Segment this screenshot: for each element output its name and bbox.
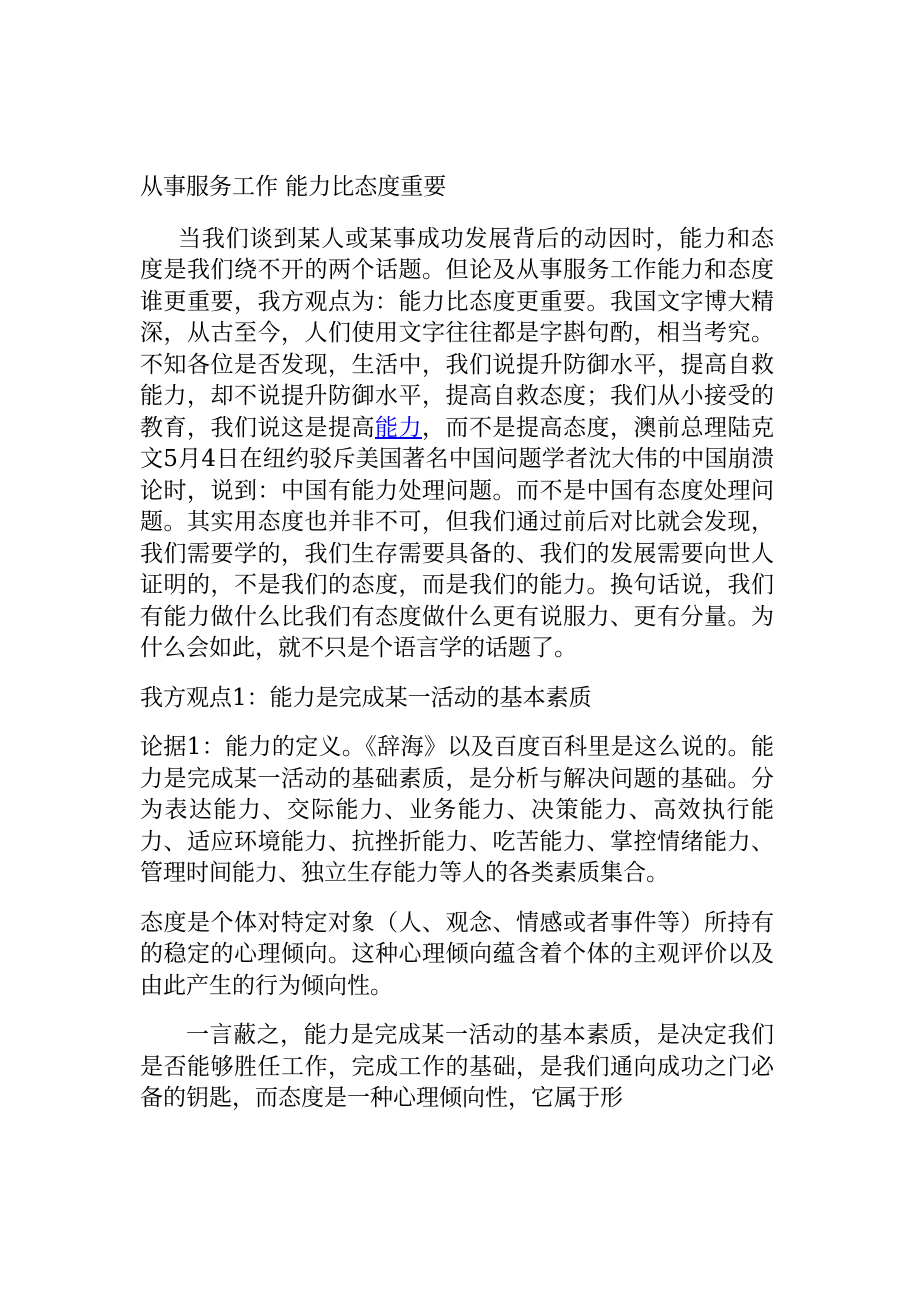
document-title: 从事服务工作 能力比态度重要 — [140, 174, 447, 200]
intro-paragraph — [140, 224, 774, 665]
point-1-heading: 我方观点1：能力是完成某一活动的基本素质 — [140, 684, 592, 711]
attitude-definition-paragraph: 态度是个体对特定对象（人、观念、情感或者事件等）所持有的稳定的心理倾向。这种心理倾向蕴含着个体的主观评价以及由此产生的行为倾向性。 — [140, 909, 774, 999]
intro-text-2: ，而不是提高态度，澳前总理陆克文5月4日在纽约驳斥美国著名中国问题学者沈大伟的中国崩溃论时，说到：中国有能力处理问题。而不是中国有态度处理问题。其实用态度也并非不可，但我们通过前后对比就会发现，我们需要学的，我们生存需要具备的、我们的发展需要向世人证明的，不是我们的态度，而是我们的能力。换句话说，我们有能力做什么比我们有态度做什么更有说服力、更有分量。为什么会如此，就不只是个语言学的话题了。 — [140, 414, 774, 661]
intro-text-1: 当我们谈到某人或某事成功发展背后的动因时，能力和态度是我们绕不开的两个话题。但论及从事服务工作能力和态度谁更重要，我方观点为：能力比态度更重要。我国文字博大精深，从古至今，人们使用文字往往都是字斟句酌，相当考究。不知各位是否发现，生活中，我们说提升防御水平，提高自救能力，却不说提升防御水平，提高自救态度；我们从小接受的教育，我们说这是提高 — [140, 225, 774, 441]
evidence-1-paragraph: 论据1：能力的定义。《辞海》以及百度百科里是这么说的。能力是完成某一活动的基础素质，是分析与解决问题的基础。分为表达能力、交际能力、业务能力、决策能力、高效执行能力、适应环境能力、抗挫折能力、吃苦能力、掌控情绪能力、管理时间能力、独立生存能力等人的各类素质集合。 — [140, 734, 774, 886]
conclusion-paragraph: 一言蔽之，能力是完成某一活动的基本素质，是决定我们是否能够胜任工作，完成工作的基础，是我们通向成功之门必备的钥匙，而态度是一种心理倾向性，它属于形 — [140, 1022, 774, 1111]
ability-link[interactable]: 能力 — [375, 414, 422, 441]
document-page — [140, 172, 774, 1115]
